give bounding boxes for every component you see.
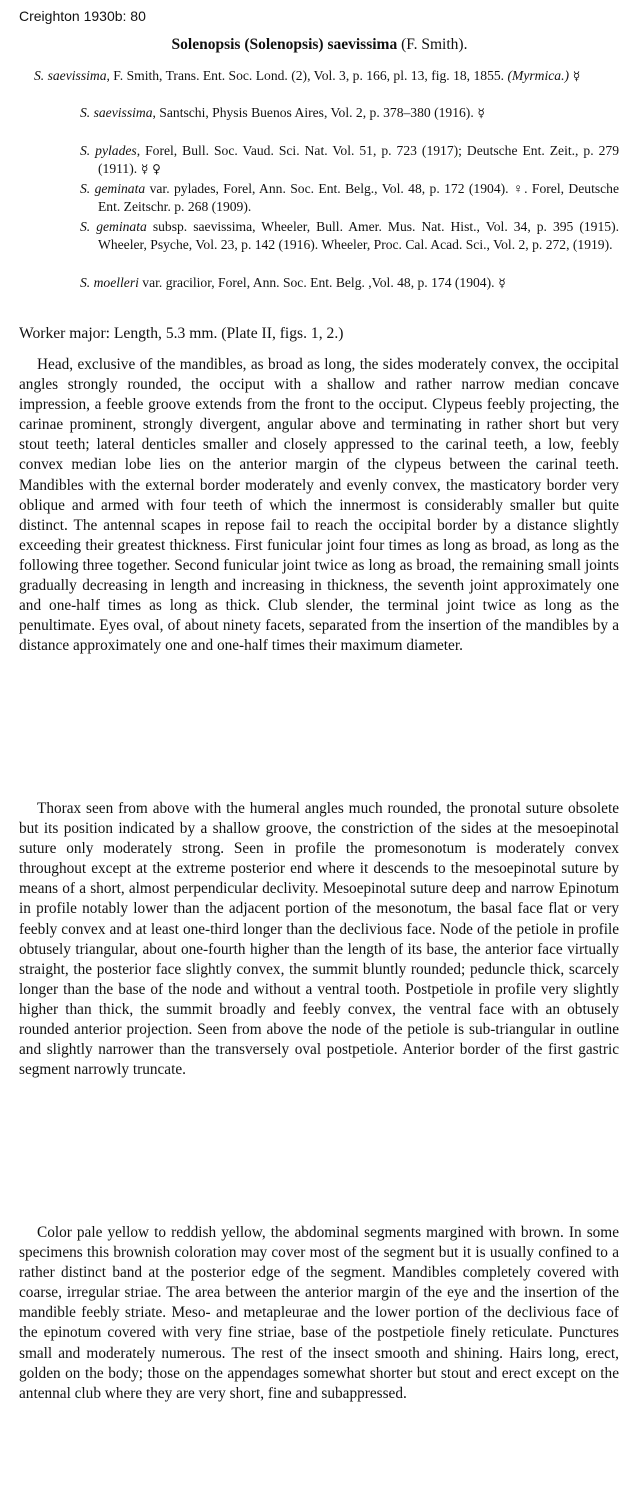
worker-measurement: Worker major: Length, 5.3 mm. (Plate II, figs. 1, 2.) (19, 325, 344, 342)
head-description: Head, exclusive of the mandibles, as broad as long, the sides moderately convex, the occipital angles strongly rounded, the occiput with a shallow and rather narrow median concave impression, a feeble groove extends from the front to the occiput. Clypeus feebly projecting, the carinae prominent, strongly divergent, angular above and terminating in rather short but very stout teeth; lateral denticles smaller and closely appressed to the carinal teeth, a low, feebly convex median lobe lies on the anterior margin of the clypeus between the carinal teeth. Mandibles with the external border moderately and evenly convex, the masticatory border very oblique and armed with four teeth of which the innermost is considerably smaller but quite distinct. The antennal scapes in repose fail to reach the occipital border by a distance slightly exceeding their greatest thickness. First funicular joint four times as long as broad, as long as the following three together. Second funicular joint twice as long as broad, the remaining small joints gradually decreasing in length and increasing in thickness, the seventh joint approximately one and one-half times as long as thick. Club slender, the terminal joint twice as long as the penultimate. Eyes oval, of about ninety facets, separated from the insertion of the mandibles by a distance approximately one and one-half times their maximum diameter. (19, 356, 619, 655)
caste-symbols: ☿ (494, 276, 506, 290)
color-description: Color pale yellow to reddish yellow, the abdominal segments margined with brown. In some specimens this brownish coloration may cover most of the segment but it is usually confined to a rather distinct band at the posterior edge of the segment. Mandibles completely covered with coarse, irregular striae. The area between the anterior margin of the eye and the insertion of the mandible feebly striate. Meso- and metapleurae and the lower portion of the declivious face of the epinotum covered with very fine striae, base of the postpetiole finely reticulate. Punctures small and moderately numerous. The rest of the insect smooth and shining. Hairs long, erect, golden on the body; those on the appendages somewhat shorter but stout and erect except on the antennal club where they are very short, fine and subappressed. (19, 1224, 619, 1402)
citation-header: Creighton 1930b: 80 (19, 8, 146, 24)
synonym-ref: , F. Smith, Trans. Ent. Soc. Lond. (2), Vol. 3, p. 166, pl. 13, fig. 18, 1855. (106, 68, 508, 83)
synonym-ref: , Forel, Bull. Soc. Vaud. Sci. Nat. Vol. 51, p. 723 (1917); Deutsche Ent. Zeit., p. 279 (1911). (98, 143, 619, 176)
synonym-taxon: S. saevissima (34, 68, 107, 83)
synonym-entry (80, 218, 619, 254)
synonym-entry (80, 104, 619, 122)
synonym-ref: var. gracilior, Forel, Ann. Soc. Ent. Belg. ,Vol. 48, p. 174 (1904). (138, 275, 495, 290)
synonym-entry (80, 180, 619, 216)
caste-symbols: ☿ (473, 106, 485, 120)
synonym-genus: (Myrmica.) (507, 68, 569, 83)
species-title (0, 36, 639, 54)
thorax-description: Thorax seen from above with the humeral angles much rounded, the pronotal suture obsolete but its position indicated by a shallow groove, the constriction of the sides at the mesoepinotal suture only moderately strong. Seen in profile the promesonotum is moderately convex throughout except at the extreme posterior end where it descends to the mesoepinotal suture by means of a short, almost perpendicular declivity. Mesoepinotal suture deep and narrow Epinotum in profile notably lower than the adjacent portion of the mesonotum, the basal face flat or very feebly convex and at least one-third longer than the declivious face. Node of the petiole in profile obtusely triangular, about one-fourth higher than the length of its base, the anterior face virtually straight, the posterior face slightly convex, the summit bluntly rounded; peduncle thick, scarcely longer than the base of the node and without a ventral tooth. Postpetiole in profile very slightly higher than thick, the summit broadly and feebly convex, the ventral face with an obtusely rounded anterior projection. Seen from above the node of the petiole is sub-triangular in outline and slightly narrower than the transversely oval postpetiole. Anterior border of the first gastric segment narrowly truncate. (19, 800, 619, 1079)
species-name: Solenopsis (Solenopsis) saevissima (171, 36, 398, 53)
synonym-taxon: S. saevissima (80, 105, 153, 120)
synonym-ref: var. pylades, Forel, Ann. Soc. Ent. Belg., Vol. 48, p. 172 (1904). ♀. Forel, Deutsche Ent. Zeitschr. p. 268 (1909). (98, 181, 619, 214)
synonym-ref: , Santschi, Physis Buenos Aires, Vol. 2, p. 378–380 (1916). (152, 105, 474, 120)
synonym-ref: subsp. saevissima, Wheeler, Bull. Amer. Mus. Nat. Hist., Vol. 34, p. 395 (1915). Wheeler, Psyche, Vol. 23, p. 142 (1916). Wheeler, Proc. Cal. Acad. Sci., Vol. 2, p. 272, (1919). (98, 219, 620, 252)
species-author: (F. Smith). (401, 36, 468, 53)
synonym-entry (80, 274, 619, 292)
synonym-taxon: S. moelleri (80, 275, 139, 290)
caste-symbols: ☿ (569, 69, 581, 83)
synonym-taxon: S. geminata (80, 181, 146, 196)
synonym-entry (34, 67, 619, 85)
synonym-taxon: S. geminata (80, 219, 147, 234)
caste-symbols: ☿ ♀ (137, 162, 161, 176)
synonym-entry (80, 142, 619, 178)
synonym-taxon: S. pylades (80, 143, 137, 158)
